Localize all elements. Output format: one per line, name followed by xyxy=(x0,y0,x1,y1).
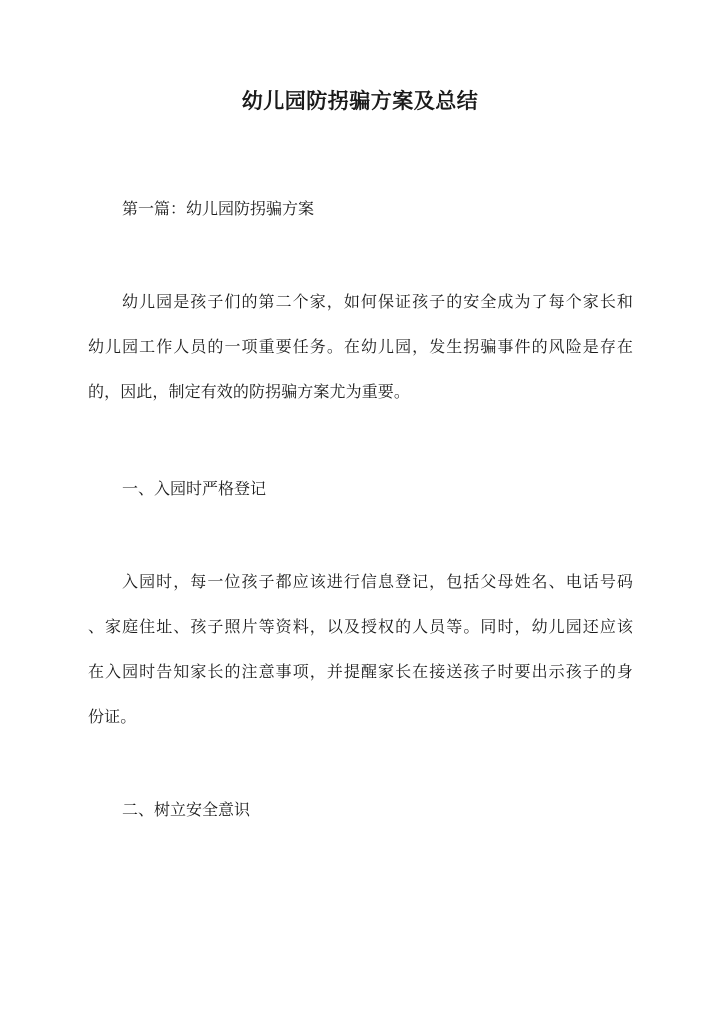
subheading-registration: 一、入园时严格登记 xyxy=(122,479,267,498)
paragraph-line: 幼儿园工作人员的一项重要任务。在幼儿园，发生拐骗事件的风险是存在 xyxy=(88,337,633,356)
subheading-safety-awareness: 二、树立安全意识 xyxy=(122,800,251,819)
paragraph-line: 的，因此，制定有效的防拐骗方案尤为重要。 xyxy=(88,382,411,401)
paragraph-line: 在入园时告知家长的注意事项，并提醒家长在接送孩子时要出示孩子的身 xyxy=(88,662,633,681)
paragraph-line: 入园时，每一位孩子都应该进行信息登记，包括父母姓名、电话号码 xyxy=(122,572,633,591)
section-heading: 第一篇：幼儿园防拐骗方案 xyxy=(122,199,315,218)
paragraph-line: 幼儿园是孩子们的第二个家，如何保证孩子的安全成为了每个家长和 xyxy=(122,292,633,311)
paragraph-line: 、家庭住址、孩子照片等资料，以及授权的人员等。同时，幼儿园还应该 xyxy=(88,617,633,636)
document-title: 幼儿园防拐骗方案及总结 xyxy=(241,88,479,113)
paragraph-line: 份证。 xyxy=(88,707,137,726)
